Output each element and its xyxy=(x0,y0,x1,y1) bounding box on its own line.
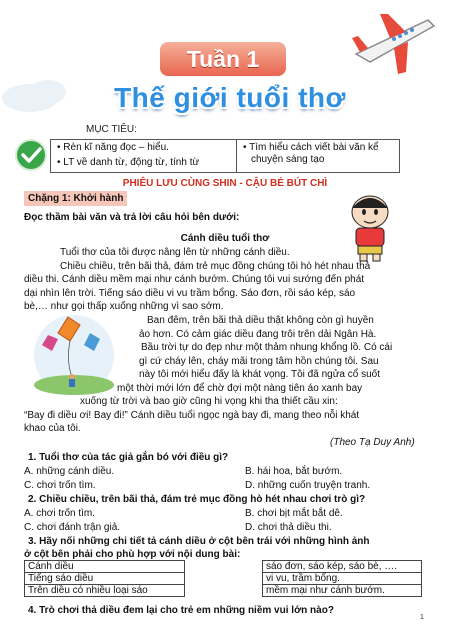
page-number: 1 xyxy=(420,614,424,621)
table-cell-right: mềm mại như cánh bướm. xyxy=(263,585,422,597)
story-line: Chiều chiều, trên bãi thả, đám trẻ mục đồng chúng tôi hò hét nhau thả xyxy=(60,261,371,272)
story-line: bè,… như gọi thấp xuống những vì sao sớm. xyxy=(24,301,224,312)
adventure-title: PHIÊU LƯU CÙNG SHIN - CẬU BÉ BÚT CHÌ xyxy=(122,178,328,189)
story-line: “Bay đi diều ơi! Bay đi!” Cánh diều tuổi ngọc ngà bay đi, mang theo nỗi khát xyxy=(24,410,360,421)
story-line: một thời mới lớn để chờ đợi một nàng tiên áo xanh bay xyxy=(117,383,363,394)
goal-item: • Tìm hiểu cách viết bài văn kể xyxy=(243,142,379,153)
story-line: dại nhìn lên trời. Tiếng sáo diều vi vu trầm bổng. Sáo đơn, rồi sáo kép, sáo xyxy=(24,288,356,299)
table-row xyxy=(25,573,422,585)
story-author: (Theo Tạ Duy Anh) xyxy=(330,437,415,448)
question-4: 4. Trò chơi thả diều đem lại cho trẻ em những niềm vui lớn nào? xyxy=(28,605,334,616)
goals-label: MỤC TIÊU: xyxy=(86,124,137,135)
story-line: này tôi mới hiểu đấy là khát vọng. Tôi đã ngửa cổ suốt xyxy=(139,369,380,380)
answer-option: B. hái hoa, bắt bướm. xyxy=(245,466,343,477)
checkmark-icon xyxy=(14,138,48,172)
instruction: Đọc thầm bài văn và trả lời câu hỏi bên dưới: xyxy=(24,212,240,223)
story-line: xuống từ trời và bao giờ cũng hi vọng khi tha thiết cầu xin: xyxy=(80,396,338,407)
story-line: Ban đêm, trên bãi thả diều thật không còn gì huyền xyxy=(147,315,374,326)
matching-table xyxy=(24,560,422,597)
table-cell-left: Tiếng sáo diều xyxy=(25,573,185,585)
table-cell-left: Trên diều có nhiều loại sáo xyxy=(25,585,185,597)
chapter-tag: Chặng 1: Khởi hành xyxy=(24,191,127,206)
story-line: diều thi. Cánh diều mềm mại như cánh bướm. Chúng tôi vui sướng đến phát xyxy=(24,274,365,285)
story-line: ảo hơn. Có cảm giác diều đang trôi trên dải Ngân Hà. xyxy=(139,329,377,340)
story-title: Cánh diều tuổi thơ xyxy=(180,233,270,244)
table-row xyxy=(25,561,422,573)
answer-option: A. chơi trốn tìm. xyxy=(24,508,96,519)
story-line: khao của tôi. xyxy=(24,423,81,434)
question-2: 2. Chiều chiều, trên bãi thả, đám trẻ mục đồng hò hét nhau chơi trò gì? xyxy=(28,494,366,505)
goal-item: • Rèn kĩ năng đọc – hiểu. xyxy=(57,142,169,153)
answer-option: B. chơi bịt mắt bắt dê. xyxy=(245,508,343,519)
goals-divider xyxy=(236,140,237,172)
goal-item: • LT về danh từ, động từ, tính từ xyxy=(57,157,200,168)
goals-box xyxy=(50,139,400,173)
page-title: Thế giới tuổi thơ xyxy=(114,82,346,113)
story-line: Tuổi thơ của tôi được nâng lên từ những cánh diều. xyxy=(60,247,290,258)
header-banner xyxy=(0,0,450,120)
table-cell-left: Cánh diều xyxy=(25,561,185,573)
question-3-continued: ở cột bên phải cho phù hợp với nội dung bài: xyxy=(24,549,241,560)
story-line: Bầu trời tự do đẹp như một thảm nhung khổng lồ. Có cái xyxy=(141,342,393,353)
airplane-illustration xyxy=(350,8,440,78)
table-row xyxy=(25,585,422,597)
table-cell-right: sáo đơn, sáo kép, sáo bè, …. xyxy=(263,561,422,573)
answer-option: D. chơi thả diều thi. xyxy=(245,522,332,533)
week-badge: Tuần 1 xyxy=(160,42,286,76)
question-3: 3. Hãy nối những chi tiết tả cánh diều ở cột bên trái với những hình ảnh xyxy=(28,536,370,547)
question-1: 1. Tuổi thơ của tác giả gắn bó với điều gì? xyxy=(28,452,229,463)
cloud-illustration xyxy=(0,66,80,116)
story-line: gì cứ cháy lên, cháy mãi trong tâm hồn chúng tôi. Sau xyxy=(139,356,379,367)
table-cell-right: vi vu, trầm bổng. xyxy=(263,573,422,585)
answer-option: C. chơi trốn tìm. xyxy=(24,480,96,491)
kite-flying-illustration xyxy=(28,311,120,397)
goal-item-continued: chuyện sáng tạo xyxy=(251,154,325,165)
shin-character-illustration xyxy=(340,190,400,262)
answer-option: C. chơi đánh trận giả. xyxy=(24,522,121,533)
answer-option: D. những cuốn truyện tranh. xyxy=(245,480,371,491)
answer-option: A. những cánh diều. xyxy=(24,466,115,477)
